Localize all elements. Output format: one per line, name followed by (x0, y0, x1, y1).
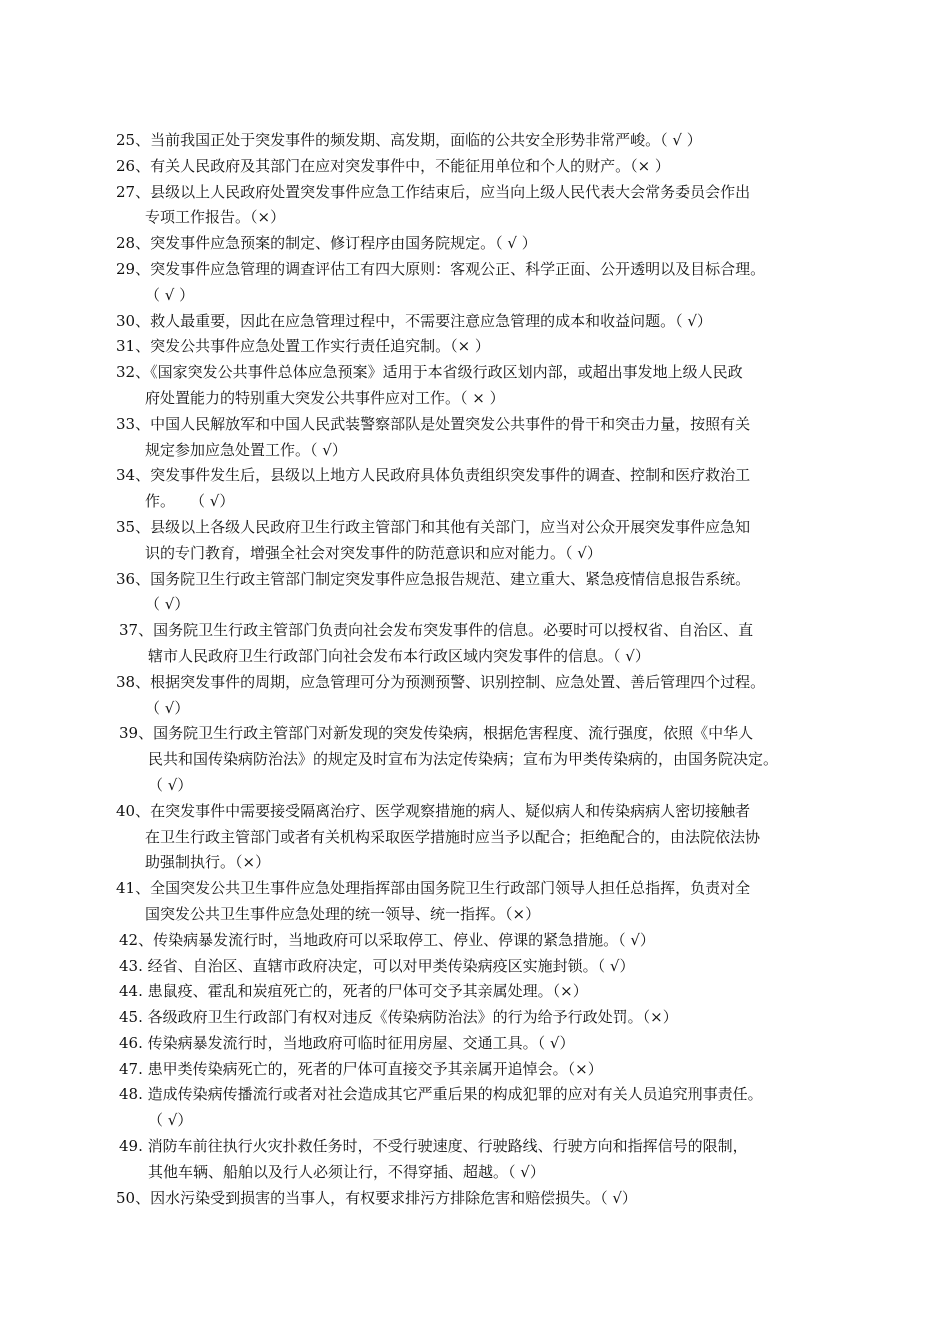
question-text: . 传染病暴发流行时，当地政府可临时征用房屋、交通工具。（ √） (138, 1033, 575, 1052)
question-text: 、救人最重要，因此在应急管理过程中，不需要注意应急管理的成本和收益问题。（ √） (135, 311, 712, 330)
question-first-line (116, 412, 846, 438)
question-text: 、国务院卫生行政主管部门对新发现的突发传染病，根据危害程度、流行强度，依照《中华人 (138, 724, 754, 743)
question-continuation-line (116, 850, 846, 876)
question-item (116, 799, 846, 876)
question-text: 辖市人民政府卫生行政部门向社会发布本行政区域内突发事件的信息。（ √） (148, 646, 650, 665)
question-text: . 患甲类传染病死亡的，死者的尸体可直接交予其亲属开追悼会。（×） (138, 1059, 603, 1078)
question-text: 、中国人民解放军和中国人民武装警察部队是处置突发公共事件的骨干和突击力量，按照有关 (135, 414, 751, 433)
question-first-line (116, 334, 846, 360)
question-text: 、国务院卫生行政主管部门负责向社会发布突发事件的信息。必要时可以授权省、自治区、直 (138, 621, 754, 640)
question-text: . 经省、自治区、直辖市政府决定，可以对甲类传染病疫区实施封锁。（ √） (138, 956, 635, 975)
question-text: 助强制执行。（×） (145, 853, 271, 872)
question-number: 50 (116, 1188, 136, 1207)
question-text: （ √） (148, 1111, 193, 1130)
question-number: 40 (116, 801, 136, 820)
question-text: 、传染病暴发流行时，当地政府可以采取停工、停业、停课的紧急措施。（ √） (138, 930, 655, 949)
question-text: 识的专门教育，增强全社会对突发事件的防范意识和应对能力。（ √） (145, 543, 602, 562)
question-text: 、突发公共事件应急处置工作实行责任追究制。（× ） (135, 337, 490, 356)
question-first-line (119, 1082, 846, 1108)
question-text: 、当前我国正处于突发事件的频发期、高发期，面临的公共安全形势非常严峻。（ √ ） (135, 131, 702, 149)
question-text: 府处置能力的特别重大突发公共事件应对工作。（ × ） (145, 388, 505, 407)
question-text: 、根据突发事件的周期，应急管理可分为预测预警、识别控制、应急处置、善后管理四个过程。 (135, 672, 766, 691)
question-text: （ √） (148, 775, 193, 794)
question-number: 47 (119, 1059, 139, 1078)
question-continuation-line (116, 696, 846, 722)
question-first-line (116, 799, 846, 825)
question-item (116, 1186, 846, 1212)
question-number: 48 (119, 1085, 139, 1104)
question-continuation-line (119, 747, 846, 773)
question-number: 25 (116, 131, 136, 149)
question-first-line (116, 1186, 846, 1212)
question-item (116, 979, 846, 1005)
question-item (116, 876, 846, 928)
question-item (116, 928, 846, 954)
question-item (116, 515, 846, 567)
question-number: 39 (119, 724, 139, 743)
question-number: 32 (116, 363, 136, 382)
question-number: 44 (119, 982, 139, 1001)
question-number: 26 (116, 156, 136, 175)
question-first-line (116, 128, 846, 154)
question-text: . 各级政府卫生行政部门有权对违反《传染病防治法》的行为给予行政处罚。（×） (138, 1008, 678, 1027)
question-text: 、国务院卫生行政主管部门制定突发事件应急报告规范、建立重大、紧急疫情信息报告系统。 (135, 569, 751, 588)
question-text: 、突发事件应急管理的调查评估工有四大原则：客观公正、科学正面、公开透明以及目标合理。 (135, 259, 766, 278)
question-text: 国突发公共卫生事件应急处理的统一领导、统一指挥。（×） (145, 904, 541, 923)
question-continuation-line (119, 1108, 846, 1134)
question-list (116, 128, 846, 1211)
question-item (116, 1057, 846, 1083)
question-continuation-line (116, 592, 846, 618)
question-item (116, 1031, 846, 1057)
question-text: 、在突发事件中需要接受隔离治疗、医学观察措施的病人、疑似病人和传染病病人密切接触者 (135, 801, 751, 820)
question-text: 在卫生行政主管部门或者有关机构采取医学措施时应当予以配合；拒绝配合的，由法院依法协 (145, 827, 761, 846)
question-number: 27 (116, 182, 136, 201)
question-first-line (119, 1134, 846, 1160)
question-continuation-line (116, 438, 846, 464)
question-first-line (119, 1031, 846, 1057)
question-text: . 造成传染病传播流行或者对社会造成其它严重后果的构成犯罪的应对有关人员追究刑事责任。 (138, 1085, 763, 1104)
question-first-line (119, 1005, 846, 1031)
question-first-line (119, 979, 846, 1005)
question-item (116, 954, 846, 980)
question-continuation-line (119, 1160, 846, 1186)
question-continuation-line (116, 489, 846, 515)
question-first-line (116, 180, 846, 206)
question-continuation-line (116, 205, 846, 231)
question-text: 、县级以上各级人民政府卫生行政主管部门和其他有关部门，应当对公众开展突发事件应急知 (135, 517, 751, 536)
question-text: 、《国家突发公共事件总体应急预案》适用于本省级行政区划内部，或超出事发地上级人民政 (135, 363, 743, 382)
question-number: 28 (116, 234, 136, 253)
question-item (116, 128, 846, 154)
question-first-line (119, 1057, 846, 1083)
question-number: 45 (119, 1008, 139, 1027)
question-text: （ √） (145, 698, 190, 717)
question-number: 42 (119, 930, 139, 949)
question-number: 38 (116, 672, 136, 691)
question-number: 33 (116, 414, 136, 433)
question-item (116, 334, 846, 360)
question-text: 民共和国传染病防治法》的规定及时宣布为法定传染病；宣布为甲类传染病的，由国务院决定。 (148, 750, 779, 769)
question-item (116, 618, 846, 670)
question-first-line (116, 515, 846, 541)
question-number: 41 (116, 879, 136, 898)
question-item (116, 670, 846, 722)
question-item (116, 1134, 846, 1186)
question-number: 31 (116, 337, 136, 356)
question-continuation-line (116, 283, 846, 309)
question-first-line (116, 876, 846, 902)
question-number: 46 (119, 1033, 139, 1052)
question-text: . 消防车前往执行火灾扑救任务时，不受行驶速度、行驶路线、行驶方向和指挥信号的限制， (138, 1137, 748, 1156)
question-first-line (119, 618, 846, 644)
question-number: 36 (116, 569, 136, 588)
question-text: 其他车辆、船舶以及行人必须让行，不得穿插、超越。（ √） (148, 1162, 545, 1181)
question-first-line (116, 257, 846, 283)
question-text: 、全国突发公共卫生事件应急处理指挥部由国务院卫生行政部门领导人担任总指挥，负责对全 (135, 879, 751, 898)
question-first-line (116, 309, 846, 335)
question-item (116, 309, 846, 335)
question-text: 、县级以上人民政府处置突发事件应急工作结束后，应当向上级人民代表大会常务委员会作出 (135, 182, 751, 201)
question-text: （ √ ） (145, 285, 195, 304)
question-first-line (116, 360, 846, 386)
question-continuation-line (119, 644, 846, 670)
question-item (116, 412, 846, 464)
question-number: 34 (116, 466, 136, 485)
question-text: （ √） (145, 595, 190, 614)
question-item (116, 154, 846, 180)
question-continuation-line (116, 825, 846, 851)
question-first-line (116, 231, 846, 257)
question-item (116, 231, 846, 257)
question-number: 30 (116, 311, 136, 330)
question-first-line (119, 721, 846, 747)
question-item (116, 463, 846, 515)
question-text: 、因水污染受到损害的当事人，有权要求排污方排除危害和赔偿损失。（ √） (135, 1188, 637, 1207)
question-item (116, 721, 846, 798)
question-item (116, 180, 846, 232)
question-first-line (116, 670, 846, 696)
question-number: 43 (119, 956, 139, 975)
question-first-line (116, 567, 846, 593)
question-text: 、有关人民政府及其部门在应对突发事件中，不能征用单位和个人的财产。（× ） (135, 156, 670, 175)
question-text: 专项工作报告。（×） (145, 208, 286, 227)
question-continuation-line (116, 902, 846, 928)
question-first-line (119, 928, 846, 954)
question-text: 规定参加应急处置工作。（ √） (145, 440, 347, 459)
question-first-line (116, 463, 846, 489)
question-continuation-line (116, 541, 846, 567)
question-continuation-line (116, 386, 846, 412)
question-text: . 患鼠疫、霍乱和炭疽死亡的，死者的尸体可交予其亲属处理。（×） (138, 982, 588, 1001)
question-item (116, 1082, 846, 1134)
question-item (116, 567, 846, 619)
question-continuation-line (119, 773, 846, 799)
question-item (116, 257, 846, 309)
question-number: 37 (119, 621, 139, 640)
question-item (116, 1005, 846, 1031)
question-text: 、突发事件发生后，县级以上地方人民政府具体负责组织突发事件的调查、控制和医疗救治工 (135, 466, 751, 485)
question-number: 29 (116, 259, 136, 278)
question-text: 作。 （ √） (145, 492, 235, 511)
question-first-line (116, 154, 846, 180)
question-text: 、突发事件应急预案的制定、修订程序由国务院规定。（ √ ） (135, 234, 537, 253)
question-first-line (119, 954, 846, 980)
question-item (116, 360, 846, 412)
question-number: 49 (119, 1137, 139, 1156)
question-number: 35 (116, 517, 136, 536)
